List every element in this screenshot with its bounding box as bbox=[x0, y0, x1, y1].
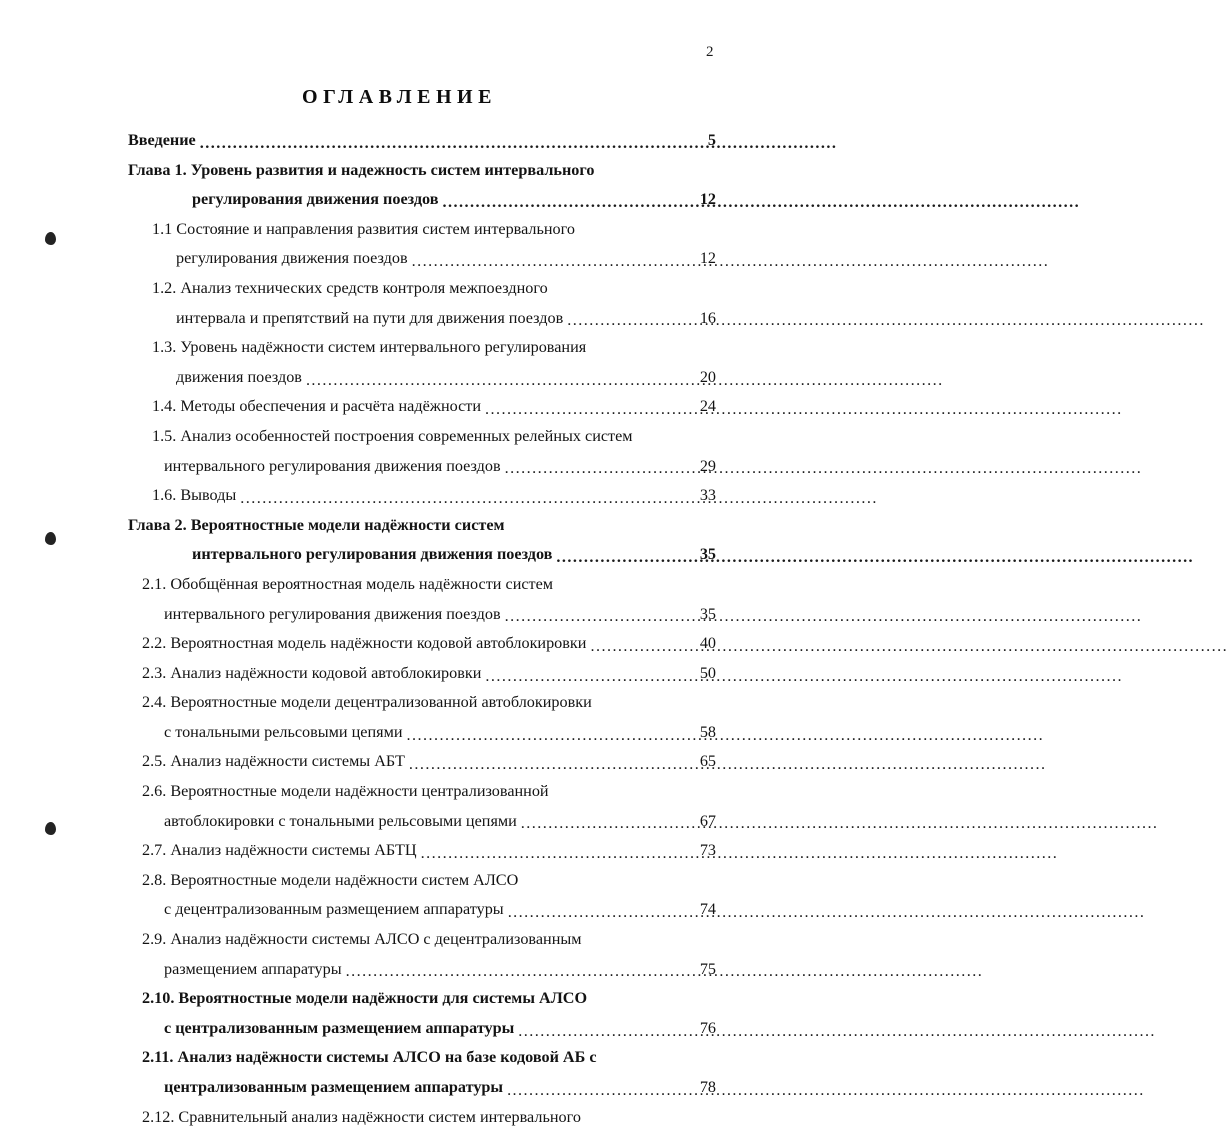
toc-entry-label: интервального регулирования движения поездов bbox=[164, 604, 501, 623]
toc-page-number: 65 bbox=[699, 752, 716, 771]
toc-dot-leader bbox=[485, 662, 654, 678]
toc-entry[interactable] bbox=[128, 1103, 716, 1132]
toc-page-number: 12 bbox=[699, 190, 716, 209]
toc-page-number: 73 bbox=[699, 841, 716, 860]
toc-entry[interactable] bbox=[128, 984, 716, 1043]
toc-entry-label: 2.7. Анализ надёжности системы АБТЦ bbox=[142, 841, 417, 860]
toc-dot-leader bbox=[518, 1017, 654, 1033]
toc-page-number: 58 bbox=[699, 722, 716, 741]
toc-entry-label: 2.6. Вероятностные модели надёжности централизованной bbox=[142, 782, 549, 801]
toc-entry[interactable] bbox=[128, 511, 716, 570]
toc-entry-label: 1.2. Анализ технических средств контроля межпоездного bbox=[152, 278, 548, 297]
toc-line[interactable] bbox=[128, 895, 716, 925]
toc-line[interactable] bbox=[128, 363, 716, 393]
toc-page-number: 35 bbox=[699, 604, 716, 623]
toc-entry-label: Введение bbox=[128, 131, 196, 149]
toc-line[interactable] bbox=[128, 392, 716, 422]
toc-line[interactable] bbox=[128, 1103, 716, 1132]
toc-page-number: 29 bbox=[699, 456, 716, 475]
toc-line[interactable] bbox=[128, 836, 716, 866]
toc-dot-leader bbox=[556, 543, 654, 559]
toc-entry-label: с тональными рельсовыми цепями bbox=[164, 722, 403, 741]
toc-entry[interactable] bbox=[128, 274, 716, 333]
toc-dot-leader bbox=[521, 809, 654, 825]
toc-entry-label: 2.9. Анализ надёжности системы АЛСО с децентрализованным bbox=[142, 930, 582, 949]
toc-line[interactable] bbox=[128, 600, 716, 630]
toc-entry[interactable] bbox=[128, 836, 716, 866]
toc-entry-label: 1.4. Методы обеспечения и расчёта надёжности bbox=[152, 397, 482, 416]
toc-dot-leader bbox=[346, 957, 654, 973]
toc-entry[interactable] bbox=[128, 481, 716, 511]
toc-page-number: 75 bbox=[699, 959, 716, 978]
toc-page-number: 40 bbox=[699, 634, 716, 653]
toc-dot-leader bbox=[485, 395, 654, 411]
page-number: 2 bbox=[706, 44, 714, 60]
toc-dot-leader bbox=[200, 129, 654, 145]
toc-entry-label: 2.10. Вероятностные модели надёжности для системы АЛСО bbox=[142, 989, 588, 1008]
toc-line[interactable] bbox=[128, 984, 716, 1014]
toc-entry[interactable] bbox=[128, 392, 716, 422]
toc-line[interactable] bbox=[128, 481, 716, 511]
toc-entry-label: интервала и препятствий на пути для движения поездов bbox=[176, 308, 564, 327]
toc-dot-leader bbox=[590, 632, 654, 648]
toc-page-number: 12 bbox=[699, 249, 716, 268]
toc-entry[interactable] bbox=[128, 422, 716, 481]
toc-entry[interactable] bbox=[128, 747, 716, 777]
toc-line[interactable] bbox=[128, 688, 716, 718]
scan-mark-1 bbox=[45, 232, 56, 245]
toc-page-number: 74 bbox=[699, 900, 716, 919]
toc-entry[interactable] bbox=[128, 156, 716, 215]
toc-line[interactable] bbox=[128, 540, 716, 570]
toc-line[interactable] bbox=[128, 777, 716, 807]
toc-dot-leader bbox=[590, 336, 654, 352]
toc-line[interactable] bbox=[128, 1014, 716, 1044]
toc-dot-leader bbox=[601, 1046, 654, 1062]
toc-entry-label: 1.5. Анализ особенностей построения современных релейных систем bbox=[152, 426, 633, 445]
table-of-contents bbox=[128, 126, 716, 1132]
toc-dot-leader bbox=[553, 780, 654, 796]
toc-line[interactable] bbox=[128, 718, 716, 748]
toc-line[interactable] bbox=[128, 1043, 716, 1073]
toc-entry[interactable] bbox=[128, 777, 716, 836]
toc-dot-leader bbox=[507, 1076, 654, 1092]
toc-dot-leader bbox=[598, 158, 654, 174]
toc-dot-leader bbox=[637, 425, 654, 441]
toc-dot-leader bbox=[406, 721, 654, 737]
toc-entry-label: централизованным размещением аппаратуры bbox=[164, 1078, 504, 1096]
toc-entry-label: регулирования движения поездов bbox=[176, 249, 408, 268]
toc-line[interactable] bbox=[128, 925, 716, 955]
toc-entry-label: 2.1. Обобщённая вероятностная модель надёжности систем bbox=[142, 574, 554, 593]
toc-dot-leader bbox=[557, 573, 654, 589]
toc-line[interactable] bbox=[128, 215, 716, 245]
toc-page-number: 35 bbox=[699, 545, 716, 564]
toc-entry[interactable] bbox=[128, 659, 716, 689]
toc-dot-leader bbox=[567, 306, 654, 322]
page-title: ОГЛАВЛЕНИЕ bbox=[302, 86, 497, 108]
toc-page-number: 24 bbox=[699, 397, 716, 416]
toc-line[interactable] bbox=[128, 511, 716, 541]
toc-entry-label: интервального регулирования движения поездов bbox=[192, 545, 553, 564]
toc-dot-leader bbox=[585, 928, 654, 944]
toc-entry[interactable] bbox=[128, 126, 716, 156]
toc-dot-leader bbox=[505, 454, 654, 470]
toc-dot-leader bbox=[421, 839, 654, 855]
toc-page-number: 67 bbox=[699, 811, 716, 830]
toc-dot-leader bbox=[240, 484, 654, 500]
toc-dot-leader bbox=[306, 366, 654, 382]
toc-entry-label: 1.3. Уровень надёжности систем интервального регулирования bbox=[152, 338, 587, 357]
toc-entry-label: 2.5. Анализ надёжности системы АБТ bbox=[142, 752, 405, 771]
toc-dot-leader bbox=[509, 514, 654, 530]
toc-line[interactable] bbox=[128, 1073, 716, 1103]
toc-line[interactable] bbox=[128, 629, 716, 659]
scan-mark-2 bbox=[45, 532, 56, 545]
toc-entry[interactable] bbox=[128, 629, 716, 659]
toc-page-number: 5 bbox=[707, 131, 716, 149]
toc-dot-leader bbox=[596, 691, 654, 707]
toc-page-number: 16 bbox=[699, 308, 716, 327]
toc-dot-leader bbox=[409, 750, 654, 766]
toc-entry-label: 2.3. Анализ надёжности кодовой автоблокировки bbox=[142, 663, 482, 682]
toc-entry-label: 2.11. Анализ надёжности системы АЛСО на базе кодовой АБ с bbox=[142, 1048, 597, 1067]
toc-page-number: 76 bbox=[699, 1018, 716, 1037]
toc-line[interactable] bbox=[128, 866, 716, 896]
toc-line[interactable] bbox=[128, 452, 716, 482]
toc-page-number: 78 bbox=[699, 1078, 716, 1096]
toc-dot-leader bbox=[412, 247, 654, 263]
toc-line[interactable] bbox=[128, 659, 716, 689]
toc-entry[interactable] bbox=[128, 688, 716, 747]
toc-line[interactable] bbox=[128, 955, 716, 985]
toc-entry-label: 2.8. Вероятностные модели надёжности систем АЛСО bbox=[142, 870, 519, 889]
toc-dot-leader bbox=[508, 898, 654, 914]
toc-entry[interactable] bbox=[128, 570, 716, 629]
toc-entry-label: регулирования движения поездов bbox=[192, 190, 439, 209]
scan-mark-3 bbox=[45, 822, 56, 835]
toc-dot-leader bbox=[505, 602, 654, 618]
toc-line[interactable] bbox=[128, 274, 716, 304]
toc-line[interactable] bbox=[128, 126, 716, 156]
toc-dot-leader bbox=[443, 188, 655, 204]
toc-dot-leader bbox=[552, 277, 654, 293]
toc-page-number: 20 bbox=[699, 367, 716, 386]
toc-line[interactable] bbox=[128, 185, 716, 215]
toc-page-number: 33 bbox=[699, 486, 716, 505]
toc-dot-leader bbox=[585, 1105, 654, 1121]
toc-entry[interactable] bbox=[128, 215, 716, 274]
toc-line[interactable] bbox=[128, 747, 716, 777]
toc-entry-label: 2.4. Вероятностные модели децентрализованной автоблокировки bbox=[142, 693, 592, 712]
toc-entry-label: размещением аппаратуры bbox=[164, 959, 342, 978]
toc-dot-leader bbox=[579, 218, 654, 234]
toc-line[interactable] bbox=[128, 156, 716, 186]
toc-entry[interactable] bbox=[128, 925, 716, 984]
toc-entry[interactable] bbox=[128, 866, 716, 925]
toc-page-number: 50 bbox=[699, 663, 716, 682]
toc-entry-label: Глава 1. Уровень развития и надежность систем интервального bbox=[128, 160, 595, 179]
toc-line[interactable] bbox=[128, 333, 716, 363]
toc-dot-leader bbox=[522, 869, 654, 885]
toc-entry-label: с децентрализованным размещением аппаратуры bbox=[164, 900, 504, 919]
toc-entry-label: 2.12. Сравнительный анализ надёжности систем интервального bbox=[142, 1107, 581, 1126]
toc-entry-label: с централизованным размещением аппаратуры bbox=[164, 1018, 515, 1037]
toc-line[interactable] bbox=[128, 422, 716, 452]
toc-entry-label: 1.6. Выводы bbox=[152, 486, 237, 505]
toc-line[interactable] bbox=[128, 244, 716, 274]
toc-entry[interactable] bbox=[128, 333, 716, 392]
toc-entry-label: интервального регулирования движения поездов bbox=[164, 456, 501, 475]
toc-entry-label: движения поездов bbox=[176, 367, 302, 386]
toc-line[interactable] bbox=[128, 807, 716, 837]
toc-entry-label: Глава 2. Вероятностные модели надёжности систем bbox=[128, 515, 505, 534]
toc-entry-label: 2.2. Вероятностная модель надёжности кодовой автоблокировки bbox=[142, 634, 587, 653]
toc-entry[interactable] bbox=[128, 1043, 716, 1102]
toc-line[interactable] bbox=[128, 570, 716, 600]
toc-dot-leader bbox=[591, 987, 654, 1003]
toc-entry-label: 1.1 Состояние и направления развития систем интервального bbox=[152, 219, 575, 238]
toc-line[interactable] bbox=[128, 304, 716, 334]
toc-entry-label: автоблокировки с тональными рельсовыми цепями bbox=[164, 811, 517, 830]
